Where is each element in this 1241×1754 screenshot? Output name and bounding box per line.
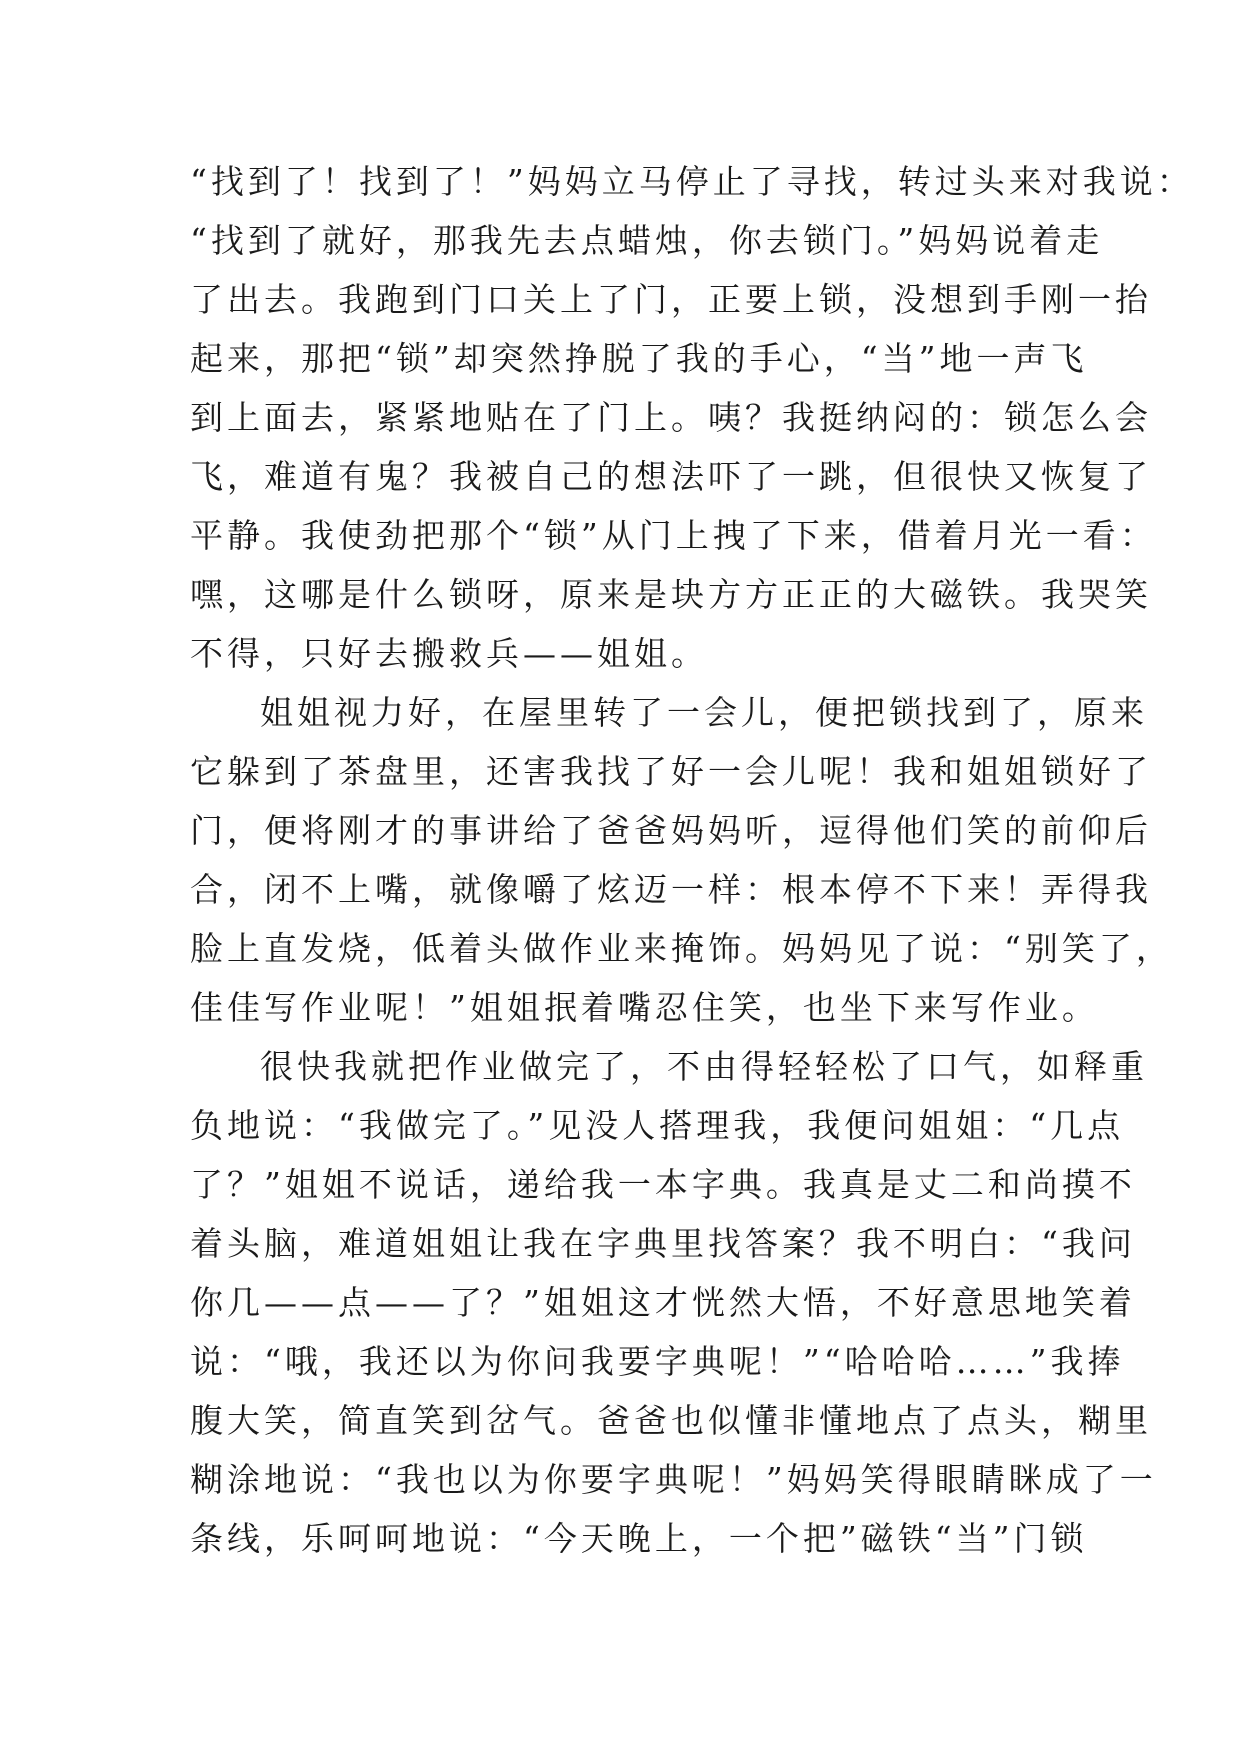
text-line: 负地说：“我做完了。”见没人搭理我，我便问姐姐：“几点: [190, 1106, 1125, 1145]
text-line: 了出去。我跑到门口关上了门，正要上锁，没想到手刚一抬: [190, 280, 1152, 319]
text-line: 不得，只好去搬救兵——姐姐。: [190, 634, 708, 673]
text-line: 起来，那把“锁”却突然挣脱了我的手心，“当”地一声飞: [190, 339, 1088, 378]
text-line: 飞，难道有鬼？我被自己的想法吓了一跳，但很快又恢复了: [190, 457, 1152, 496]
text-line: “找到了！找到了！”妈妈立马停止了寻找，转过头来对我说：: [190, 162, 1194, 201]
text-line: 到上面去，紧紧地贴在了门上。咦？我挺纳闷的：锁怎么会: [190, 398, 1152, 437]
text-line: 了？”姐姐不说话，递给我一本字典。我真是丈二和尚摸不: [190, 1165, 1136, 1204]
paragraph-start-line: 很快我就把作业做完了，不由得轻轻松了口气，如释重: [260, 1047, 1148, 1086]
text-line: 佳佳写作业呢！”姐姐抿着嘴忍住笑，也坐下来写作业。: [190, 988, 1099, 1027]
text-line: 脸上直发烧，低着头做作业来掩饰。妈妈见了说：“别笑了，: [190, 929, 1173, 968]
text-line: 平静。我使劲把那个“锁”从门上拽了下来，借着月光一看：: [190, 516, 1157, 555]
text-line: “找到了就好，那我先去点蜡烛，你去锁门。”妈妈说着走: [190, 221, 1104, 260]
text-line: 你几——点——了？”姐姐这才恍然大悟，不好意思地笑着: [190, 1283, 1136, 1322]
text-line: 说：“哦，我还以为你问我要字典呢！”“哈哈哈……”我捧: [190, 1342, 1125, 1381]
text-line: 腹大笑，简直笑到岔气。爸爸也似懂非懂地点了点头，糊里: [190, 1401, 1152, 1440]
text-line: 条线，乐呵呵地说：“今天晚上，一个把”磁铁“当”门锁: [190, 1519, 1088, 1558]
text-line: 它躲到了茶盘里，还害我找了好一会儿呢！我和姐姐锁好了: [190, 752, 1152, 791]
story-text: [190, 152, 1194, 1568]
paragraph-start-line: 姐姐视力好，在屋里转了一会儿，便把锁找到了，原来: [260, 693, 1148, 732]
text-line: 着头脑，难道姐姐让我在字典里找答案？我不明白：“我问: [190, 1224, 1136, 1263]
text-line: 糊涂地说：“我也以为你要字典呢！”妈妈笑得眼睛眯成了一: [190, 1460, 1157, 1499]
text-line: 嘿，这哪是什么锁呀，原来是块方方正正的大磁铁。我哭笑: [190, 575, 1152, 614]
text-line: 门，便将刚才的事讲给了爸爸妈妈听，逗得他们笑的前仰后: [190, 811, 1152, 850]
text-line: 合，闭不上嘴，就像嚼了炫迈一样：根本停不下来！弄得我: [190, 870, 1152, 909]
